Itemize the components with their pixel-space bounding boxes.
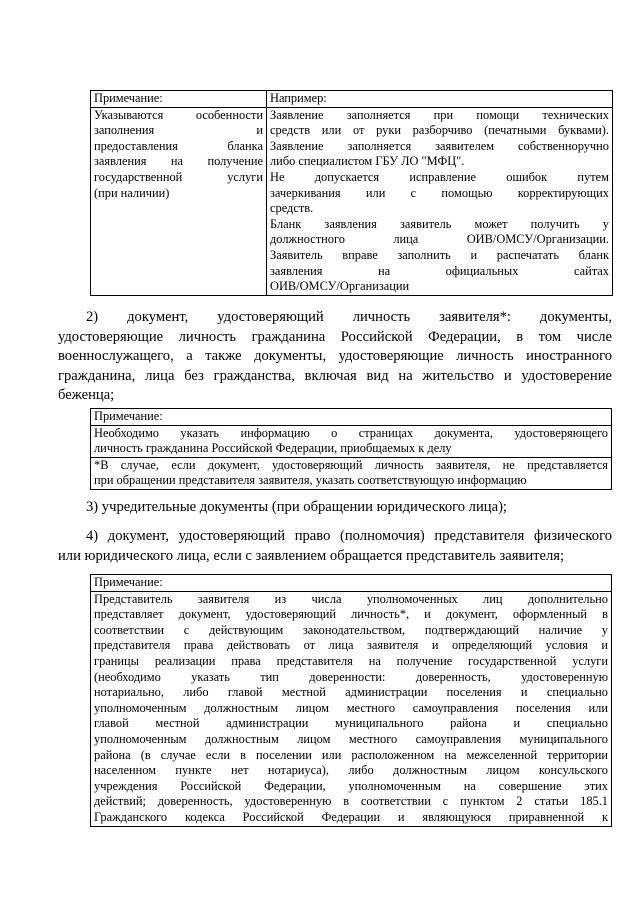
paragraph-line: 3) учредительные документы (при обращении юридического лица); xyxy=(86,499,507,515)
note-line: соответствии с действующим законодательством, подтверждающий наличие у xyxy=(94,622,608,637)
note-line: нотариально, либо главой местной администрации поселения и специально xyxy=(94,685,608,700)
note-header: Примечание: xyxy=(91,409,612,426)
note-cell xyxy=(91,591,612,826)
example-line: либо специалистом ГБУ ЛО "МФЦ". xyxy=(270,154,465,169)
note-line: заполнения и xyxy=(94,123,263,138)
paragraph-line: или юридического лица, если с заявлением обращается представитель заявителя; xyxy=(58,547,565,564)
example-header: Например: xyxy=(267,91,613,108)
example-cell-right xyxy=(267,107,613,295)
example-line: Бланк заявления заявитель может получить у xyxy=(270,216,609,231)
paragraph-line: 4) документ, удостоверяющий право (полномочия) представителя физического xyxy=(86,528,612,544)
example-line: Заявление заполняется заявителем собственноручно xyxy=(270,138,609,153)
note-line: Представитель заявителя из числа уполномоченных лиц дополнительно xyxy=(94,591,608,606)
note-line: учреждения Российской Федерации, уполномоченным на совершение этих xyxy=(94,778,608,793)
note-line: при обращении представителя заявителя, указать соответствующую информацию xyxy=(94,473,527,488)
note-cell xyxy=(91,457,612,489)
example-line: ОИВ/ОМСУ/Организации xyxy=(270,279,410,294)
note-line: (необходимо указать тип доверенности: доверенность, удостоверенную xyxy=(94,669,608,684)
paragraph-item-4 xyxy=(58,527,612,566)
example-line: должностного лица ОИВ/ОМСУ/Организации. xyxy=(270,232,609,247)
note-line: района (в случае если в поселении или расположенном на межселенной территории xyxy=(94,747,608,762)
note-line: Гражданского кодекса Российской Федерации и являющуюся приравненной к xyxy=(94,809,608,824)
paragraph-line: военнослужащего, а также документы, удостоверяющие личность иностранного xyxy=(58,348,612,365)
note-line: представителя права действовать от лица заявителя и определяющий условия и xyxy=(94,638,608,653)
example-line: Заявление заполняется при помощи технических xyxy=(270,107,609,122)
paragraph-item-2 xyxy=(58,308,612,406)
paragraph-item-3 xyxy=(58,498,612,518)
note-line: заявления на получение xyxy=(94,154,263,169)
note-line: *В случае, если документ, удостоверяющий личность заявителя, не представляется xyxy=(94,457,608,472)
note-line: государственной услуги xyxy=(94,169,263,184)
note-cell xyxy=(91,425,612,457)
example-line: зачеркивания или с помощью корректирующих xyxy=(270,185,609,200)
paragraph-line: удостоверяющие личность гражданина Российской Федерации, в том числе xyxy=(58,328,612,345)
note-line: представляет документ, удостоверяющий личность*, и документ, оформленный в xyxy=(94,607,608,622)
note-line: личность гражданина Российской Федерации, приобщаемых к делу xyxy=(94,441,452,456)
note-table-representative xyxy=(90,574,612,827)
note-line: Указываются особенности xyxy=(94,107,263,122)
note-header: Примечание: xyxy=(91,575,612,592)
note-line: Необходимо указать информацию о страницах документа, удостоверяющего xyxy=(94,425,608,440)
paragraph-line: 2) документ, удостоверяющий личность заявителя*: документы, xyxy=(86,309,612,325)
note-table-filling xyxy=(90,90,613,296)
note-header: Примечание: xyxy=(91,91,267,108)
example-line: средств или от руки разборчиво (печатными буквами). xyxy=(270,123,609,138)
note-table-identity xyxy=(90,408,612,490)
note-line: границы реализации права представителя на получение государственной услуги xyxy=(94,653,608,668)
example-line: заявления на официальных сайтах xyxy=(270,263,609,278)
note-line: предоставления бланка xyxy=(94,138,263,153)
paragraph-line: беженца; xyxy=(58,387,115,404)
note-cell-left xyxy=(91,107,267,295)
example-line: средств. xyxy=(270,201,314,216)
note-line: (при наличии) xyxy=(94,185,170,200)
note-line: уполномоченным должностным лицом местного самоуправления поселения или xyxy=(94,700,608,715)
example-line: Заявитель вправе заполнить и распечатать бланк xyxy=(270,247,609,262)
note-line: населенном пункте нет нотариуса), либо должностным лицом консульского xyxy=(94,763,608,778)
note-line: главой местной администрации муниципального района и специально xyxy=(94,716,608,731)
example-line: Не допускается исправление ошибок путем xyxy=(270,169,609,184)
note-line: действий; доверенность, удостоверенную в соответствии с пунктом 2 статьи 185.1 xyxy=(94,794,608,809)
note-line: уполномоченным должностным лицом местного самоуправления муниципального xyxy=(94,731,608,746)
paragraph-line: гражданина, лица без гражданства, включая вид на жительство и удостоверение xyxy=(58,367,612,384)
